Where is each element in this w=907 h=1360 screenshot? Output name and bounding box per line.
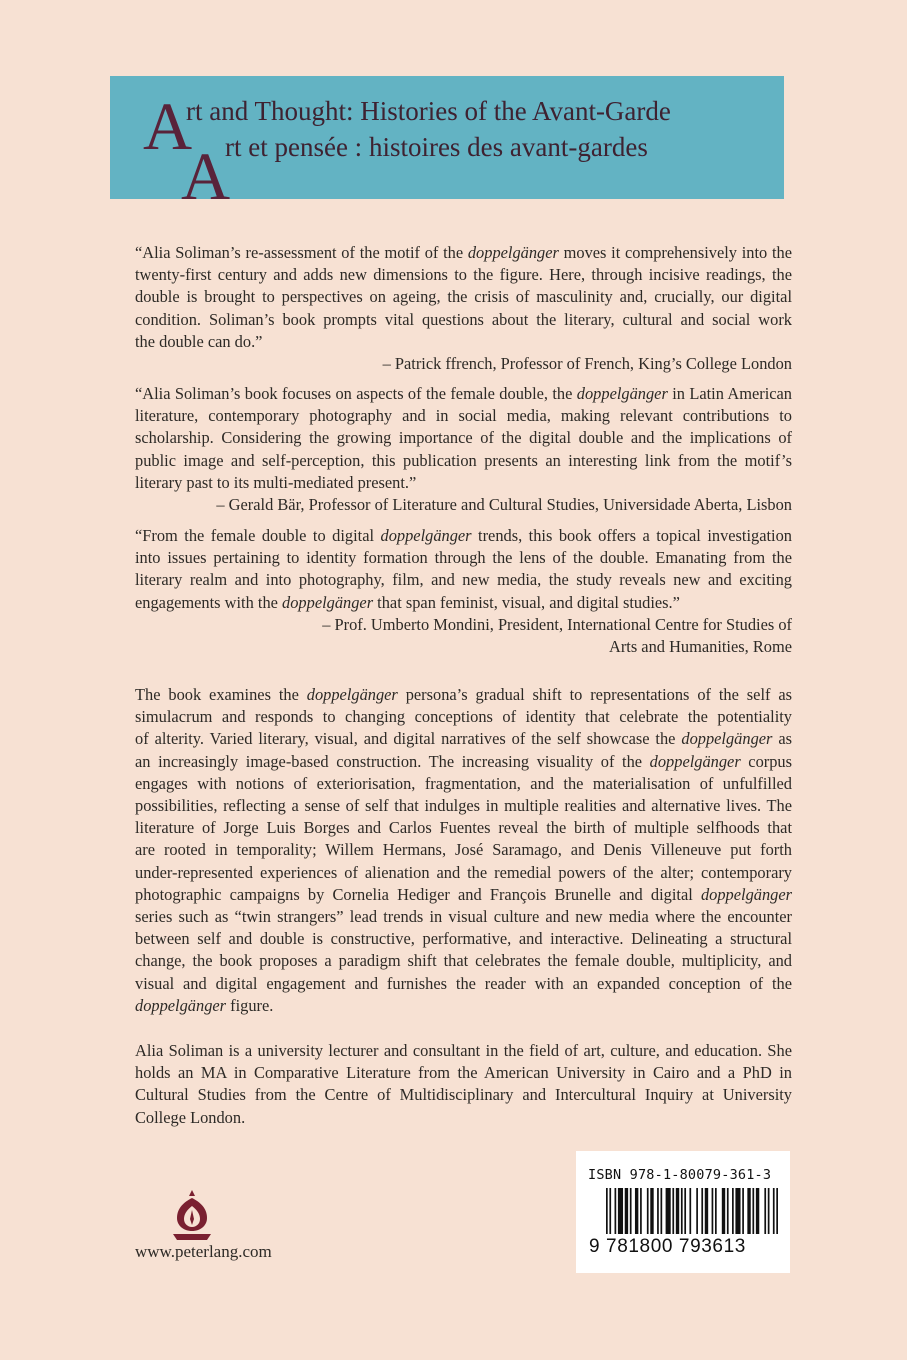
series-initial-1: A <box>143 88 193 164</box>
barcode-bar <box>689 1188 691 1234</box>
barcode-bar <box>681 1188 683 1234</box>
barcode-bar <box>618 1188 623 1234</box>
quote-2-line: public image and self-perception, this publication presents an interesting link from the motif’s <box>135 450 792 470</box>
bio-line: Cultural Studies from the Centre of Multidisciplinary and Intercultural Inquiry at University <box>135 1085 792 1105</box>
description-line: simulacrum and responds to changing conceptions of identity that celebrate the potentiality <box>135 707 792 727</box>
bio-line: holds an MA in Comparative Literature from the American University in Cairo and a PhD in <box>135 1063 792 1083</box>
barcode-bar <box>650 1188 653 1234</box>
quote-1-line: “Alia Soliman’s re-assessment of the motif of the doppelgänger moves it comprehensively into the <box>135 243 792 262</box>
quote-3-line: “From the female double to digital doppelgänger trends, this book offers a topical investigation <box>135 526 792 545</box>
publisher-url[interactable]: www.peterlang.com <box>135 1242 272 1261</box>
description-line: possibilities, reflecting a sense of self that indulges in multiple realities and alternative lives. The <box>135 796 792 816</box>
barcode-bar <box>742 1188 744 1234</box>
endorsement-quote-1 <box>135 242 792 353</box>
quote-3-line: into issues pertaining to identity formation through the lens of the double. Emanating from the <box>135 548 792 568</box>
barcode-bar <box>747 1188 750 1234</box>
quote-2-attribution: – Gerald Bär, Professor of Literature and Cultural Studies, Universidade Aberta, Lisbon <box>216 495 792 514</box>
barcode-bar <box>701 1188 703 1234</box>
quote-3-line: engagements with the doppelgänger that span feminist, visual, and digital studies.” <box>135 592 680 612</box>
quote-1-line: double is brought to perspectives on ageing, the crisis of masculinity and, crucially, our digital <box>135 287 792 307</box>
quote-1-attribution: – Patrick ffrench, Professor of French, King’s College London <box>382 354 792 373</box>
peter-lang-logo-icon <box>167 1188 217 1248</box>
bio-line: Alia Soliman is a university lecturer and consultant in the field of art, culture, and education. She <box>135 1041 792 1060</box>
barcode-bar <box>672 1188 674 1234</box>
barcode-bar <box>666 1188 671 1234</box>
barcode-bar <box>712 1188 714 1234</box>
quote-1-line: the double can do.” <box>135 331 263 351</box>
author-bio <box>135 1040 792 1129</box>
endorsement-quote-2 <box>135 383 792 494</box>
barcode-bar <box>705 1188 708 1234</box>
barcode-bar <box>635 1188 638 1234</box>
quote-1-line: condition. Soliman’s book prompts vital questions about the literary, cultural and social work <box>135 309 792 329</box>
description-line: of alterity. Varied literary, visual, and digital narratives of the self showcase the doppelgänger as <box>135 729 792 749</box>
ean-digits: 9 781800 793613 <box>589 1236 746 1257</box>
description-line: engages with notions of exteriorisation, fragmentation, and the materialisation of unfulfilled <box>135 773 792 793</box>
barcode-bar <box>752 1188 754 1234</box>
barcode-bar <box>764 1188 766 1234</box>
description-line: visual and digital engagement and furnishes the reader with an expanded conception of the <box>135 973 792 993</box>
barcode-bar <box>756 1188 759 1234</box>
barcode-bar <box>657 1188 659 1234</box>
description-line: are rooted in temporality; Willem Hermans, José Saramago, and Denis Villeneuve put forth <box>135 840 792 860</box>
quote-3-attribution-line-2: Arts and Humanities, Rome <box>608 637 792 656</box>
description-line: an increasingly image-based construction. The increasing visuality of the doppelgänger corpus <box>135 751 793 771</box>
barcode-bar <box>630 1188 632 1234</box>
quote-3-attribution: – Prof. Umberto Mondini, President, International Centre for Studies of <box>322 615 792 634</box>
barcode-bar <box>696 1188 698 1234</box>
barcode-bar <box>606 1188 608 1234</box>
book-description <box>135 684 792 1017</box>
isbn-label: ISBN 978-1-80079-361-3 <box>588 1167 772 1183</box>
barcode-bar <box>732 1188 734 1234</box>
series-title-english: rt and Thought: Histories of the Avant-Garde <box>186 96 671 126</box>
barcode-bar <box>615 1188 617 1234</box>
barcode-bar <box>609 1188 611 1234</box>
quote-1-line: twenty-first century and adds new dimensions to the figure. Here, through incisive readings, the <box>135 265 792 285</box>
series-initial-2: A <box>181 138 231 214</box>
barcode-bar <box>715 1188 717 1234</box>
quote-2-line: “Alia Soliman’s book focuses on aspects of the female double, the doppelgänger in Latin American <box>135 384 792 403</box>
barcode-bar <box>773 1188 775 1234</box>
barcode-bar <box>768 1188 770 1234</box>
description-line: photographic campaigns by Cornelia Hediger and François Brunelle and digital doppelgänger <box>135 884 792 904</box>
quote-2-line: scholarship. Considering the growing importance of the digital double and the implications of <box>135 428 792 448</box>
bio-line: College London. <box>135 1107 246 1127</box>
endorsement-quote-3 <box>135 525 792 614</box>
quote-2-line: literary past to its multi-mediated present.” <box>135 472 417 492</box>
description-line: doppelgänger figure. <box>135 995 274 1015</box>
barcode-bar <box>647 1188 649 1234</box>
barcode-bar <box>722 1188 725 1234</box>
barcode-bar <box>640 1188 642 1234</box>
barcode-bar <box>684 1188 686 1234</box>
description-line: under-represented experiences of alienation and the remedial powers of the alter; contemporary <box>135 862 792 882</box>
barcode-bar <box>735 1188 740 1234</box>
quote-3-line: literary realm and into photography, film, and new media, the study reveals new and exciting <box>135 570 792 590</box>
description-line: change, the book proposes a paradigm shift that celebrates the female double, multiplicity, and <box>135 951 792 971</box>
barcode-bar <box>660 1188 662 1234</box>
description-line: The book examines the doppelgänger persona’s gradual shift to representations of the self as <box>135 685 792 704</box>
barcode-bar <box>776 1188 778 1234</box>
quote-2-line: literature, contemporary photography and in social media, making relevant contributions to <box>135 406 792 426</box>
barcode-bar <box>625 1188 628 1234</box>
barcode-bar <box>727 1188 729 1234</box>
description-line: between self and double is constructive, performative, and interactive. Delineating a structural <box>135 929 792 949</box>
series-title-french: rt et pensée : histoires des avant-gardes <box>225 132 648 162</box>
description-line: series such as “twin strangers” lead trends in visual culture and new media where the encounter <box>135 907 792 927</box>
barcode-bar <box>676 1188 679 1234</box>
description-line: literature of Jorge Luis Borges and Carlos Fuentes reveal the birth of multiple selfhoods that <box>135 818 792 838</box>
